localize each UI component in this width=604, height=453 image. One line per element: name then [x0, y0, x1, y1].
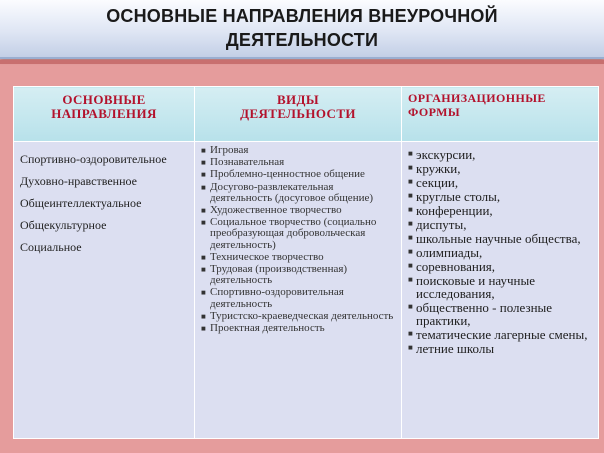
- directions-table: [13, 86, 599, 439]
- bullet-icon: ■: [408, 261, 413, 270]
- form-item-text: школьные научные общества,: [416, 231, 581, 246]
- activity-item: [201, 169, 397, 180]
- form-item: [408, 204, 594, 217]
- activity-item-text: Досугово-развлекательная деятельность (досуговое общение): [210, 180, 374, 204]
- activity-item: [201, 145, 397, 156]
- direction-item: [20, 218, 188, 233]
- bullet-icon: ■: [201, 170, 206, 180]
- activity-item-text: Игровая: [210, 144, 249, 156]
- header-directions: [14, 87, 195, 142]
- activity-item: [201, 252, 397, 263]
- forms-cell: [402, 142, 599, 439]
- activities-cell: [195, 142, 402, 439]
- bullet-icon: ■: [201, 324, 206, 334]
- bullet-icon: ■: [201, 182, 206, 192]
- bullet-icon: ■: [408, 233, 413, 242]
- form-item-text: экскурсии,: [416, 147, 476, 162]
- form-item-text: кружки,: [416, 161, 461, 176]
- activity-item: [201, 182, 397, 204]
- bullet-icon: ■: [408, 163, 413, 172]
- activity-item: [201, 287, 397, 309]
- direction-item: [20, 196, 188, 211]
- form-item: [408, 218, 594, 231]
- form-item-text: диспуты,: [416, 217, 467, 232]
- bullet-icon: ■: [201, 252, 206, 262]
- direction-item-text: Спортивно-оздоровительное: [20, 152, 167, 166]
- activity-item-text: Туристско-краеведческая деятельность: [210, 309, 394, 322]
- activity-item-text: Социальное творчество (социально преобразующая добровольческая деятельность): [210, 216, 377, 251]
- page-title-line-2: ДЕЯТЕЛЬНОСТИ: [225, 30, 379, 50]
- form-item-text: круглые столы,: [416, 189, 501, 204]
- form-item-text: конференции,: [416, 203, 493, 218]
- form-item: [408, 176, 594, 189]
- directions-cell: [14, 142, 195, 439]
- forms-list: [402, 142, 598, 355]
- bullet-icon: ■: [201, 218, 206, 228]
- form-item: [408, 148, 594, 161]
- bullet-icon: ■: [201, 146, 206, 155]
- direction-item-text: Общекультурное: [20, 218, 107, 232]
- header-activities: [195, 87, 402, 142]
- activity-item: [201, 205, 397, 216]
- activity-item-text: Техническое творчество: [210, 250, 324, 263]
- title-bar: [0, 0, 604, 59]
- bullet-icon: ■: [408, 275, 413, 284]
- table-body-row: [14, 142, 599, 439]
- form-item-text: секции,: [416, 175, 459, 190]
- page-title-line-1: ОСНОВНЫЕ НАПРАВЛЕНИЯ ВНЕУРОЧНОЙ: [106, 6, 498, 26]
- direction-item: [20, 174, 188, 189]
- form-item: [408, 328, 594, 341]
- activity-item: [201, 217, 397, 251]
- bullet-icon: ■: [201, 158, 206, 168]
- bullet-icon: ■: [408, 329, 413, 338]
- direction-item: [20, 152, 188, 167]
- bullet-icon: ■: [201, 288, 206, 298]
- form-item-text: тематические лагерные смены,: [416, 327, 588, 342]
- directions-list: [14, 142, 194, 255]
- bullet-icon: ■: [408, 302, 413, 311]
- decorative-stripe: [0, 60, 604, 64]
- header-forms: [402, 87, 599, 142]
- bullet-icon: ■: [408, 205, 413, 214]
- form-item: [408, 301, 594, 327]
- header-forms-text: ОРГАНИЗАЦИОННЫЕ ФОРМЫ: [408, 91, 546, 119]
- form-item: [408, 162, 594, 175]
- form-item-text: летние школы: [416, 341, 495, 356]
- form-item: [408, 190, 594, 203]
- header-activities-text: ВИДЫ ДЕЯТЕЛЬНОСТИ: [240, 92, 356, 121]
- table-header-row: [14, 87, 599, 142]
- activity-item: [201, 311, 397, 322]
- form-item-text: общественно - полезные практики,: [416, 300, 553, 328]
- activities-list: [195, 142, 401, 334]
- form-item-text: соревнования,: [416, 259, 496, 274]
- direction-item-text: Социальное: [20, 240, 82, 254]
- bullet-icon: ■: [201, 265, 206, 275]
- form-item: [408, 274, 594, 300]
- header-directions-text: ОСНОВНЫЕ НАПРАВЛЕНИЯ: [51, 92, 157, 121]
- activity-item-text: Трудовая (производственная) деятельность: [210, 263, 348, 287]
- direction-item: [20, 240, 188, 255]
- activity-item: [201, 157, 397, 168]
- activity-item-text: Проектная деятельность: [210, 322, 325, 335]
- bullet-icon: ■: [201, 311, 206, 321]
- activity-item: [201, 264, 397, 286]
- form-item-text: олимпиады,: [416, 245, 483, 260]
- form-item: [408, 246, 594, 259]
- direction-item-text: Духовно-нравственное: [20, 174, 137, 188]
- activity-item-text: Художественное творчество: [210, 204, 342, 217]
- form-item: [408, 260, 594, 273]
- activity-item-text: Познавательная: [210, 156, 285, 169]
- bullet-icon: ■: [408, 343, 413, 352]
- form-item: [408, 342, 594, 355]
- bullet-icon: ■: [408, 219, 413, 228]
- activity-item-text: Проблемно-ценностное общение: [210, 168, 365, 181]
- direction-item-text: Общеинтеллектуальное: [20, 196, 142, 210]
- bullet-icon: ■: [201, 206, 206, 216]
- bullet-icon: ■: [408, 149, 413, 158]
- bullet-icon: ■: [408, 191, 413, 200]
- bullet-icon: ■: [408, 247, 413, 256]
- form-item: [408, 232, 594, 245]
- activity-item: [201, 323, 397, 334]
- activity-item-text: Спортивно-оздоровительная деятельность: [210, 286, 344, 310]
- bullet-icon: ■: [408, 177, 413, 186]
- form-item-text: поисковые и научные исследования,: [416, 273, 536, 301]
